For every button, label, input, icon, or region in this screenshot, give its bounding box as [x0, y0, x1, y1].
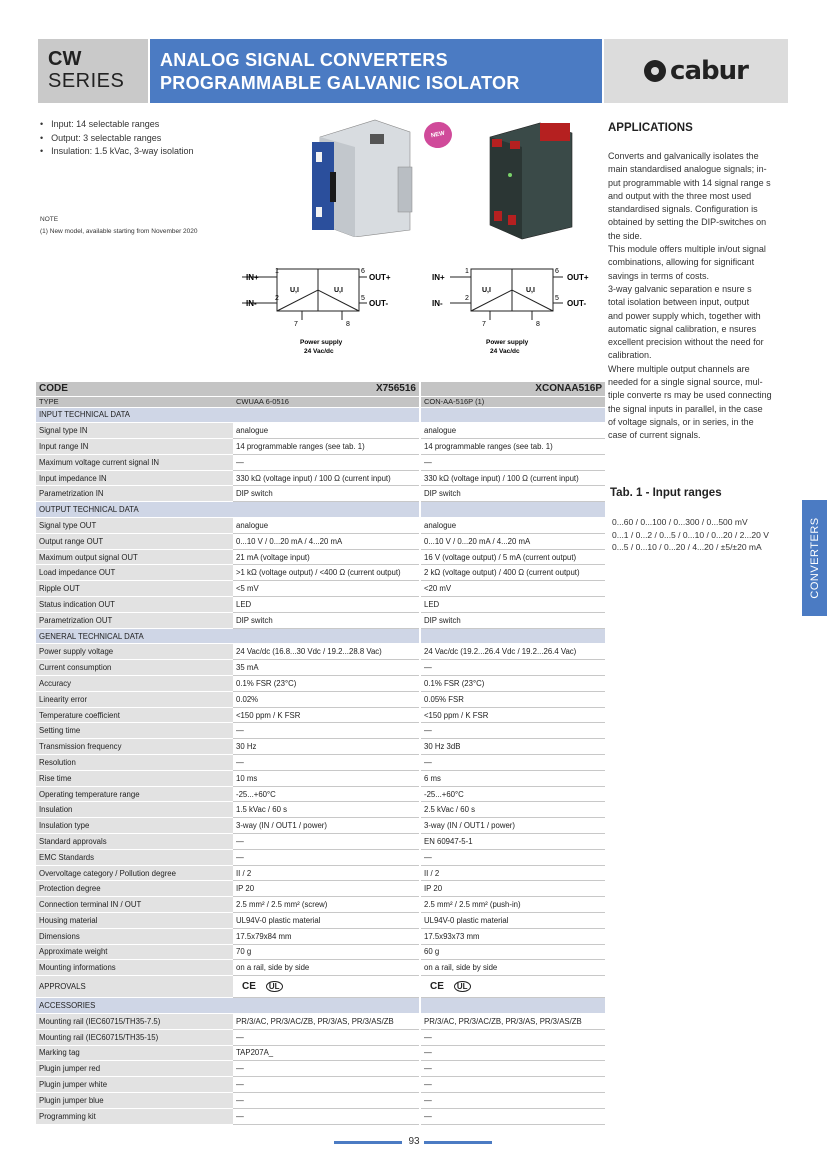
value-cwuaa: -25...+60°C — [233, 786, 420, 802]
table-header-type — [36, 396, 605, 407]
table-row — [36, 913, 605, 929]
table-row — [36, 897, 605, 913]
input-ranges-list — [612, 516, 769, 554]
supply-line-1: Power supply — [300, 339, 343, 346]
type-1: CWUAA 6-0516 — [233, 396, 420, 407]
approval-marks — [420, 976, 605, 998]
value-con-aa: 0.05% FSR — [420, 691, 605, 707]
block-out-label: U,I — [334, 287, 343, 294]
row-label: Marking tag — [36, 1045, 233, 1061]
value-cwuaa: <150 ppm / K FSR — [233, 707, 420, 723]
row-label: Mounting rail (IEC60715/TH35-7.5) — [36, 1013, 233, 1029]
ce-mark-icon: CE — [242, 981, 256, 993]
value-con-aa: PR/3/AC, PR/3/AC/ZB, PR/3/AS, PR/3/AS/ZB — [420, 1013, 605, 1029]
in-plus-label: IN+ — [246, 273, 259, 282]
series-code: CW — [48, 48, 82, 70]
value-con-aa: — — [420, 1029, 605, 1045]
product-image-cwuaa — [300, 112, 420, 237]
value-con-aa: on a rail, side by side — [420, 960, 605, 976]
value-cwuaa: 3-way (IN / OUT1 / power) — [233, 818, 420, 834]
terminal-1: 1 — [465, 268, 469, 275]
value-cwuaa: 30 Hz — [233, 739, 420, 755]
value-cwuaa: LED — [233, 597, 420, 613]
brand-logo — [604, 39, 788, 103]
wiring-diagram-1 — [242, 262, 417, 362]
value-cwuaa: 0...10 V / 0...20 mA / 4...20 mA — [233, 533, 420, 549]
value-cwuaa: DIP switch — [233, 486, 420, 502]
input-range-line: 0...60 / 0...100 / 0...300 / 0...500 mV — [612, 517, 748, 527]
row-label: Approximate weight — [36, 944, 233, 960]
in-plus-label: IN+ — [432, 273, 445, 282]
value-con-aa: analogue — [420, 423, 605, 439]
section-label: OUTPUT TECHNICAL DATA — [36, 502, 233, 518]
value-cwuaa: 24 Vac/dc (16.8...30 Vdc / 19.2...28.8 Vac) — [233, 644, 420, 660]
row-label: Current consumption — [36, 660, 233, 676]
series-label: SERIES — [48, 70, 125, 92]
table-row — [36, 881, 605, 897]
feature-list — [40, 118, 194, 159]
row-label: Load impedance OUT — [36, 565, 233, 581]
row-label: Standard approvals — [36, 834, 233, 850]
terminal-2: 2 — [275, 295, 279, 302]
applications-line: put programmable with 14 signal range s — [608, 177, 771, 188]
value-con-aa: II / 2 — [420, 865, 605, 881]
table-row — [36, 439, 605, 455]
out-minus-label: OUT- — [567, 299, 587, 308]
row-label: Plugin jumper blue — [36, 1092, 233, 1108]
row-label: EMC Standards — [36, 849, 233, 865]
input-ranges-title: Tab. 1 - Input ranges — [610, 487, 722, 499]
title-line-1: ANALOG SIGNAL CONVERTERS — [160, 50, 448, 70]
spec-table — [36, 382, 605, 1125]
terminal-1: 1 — [275, 268, 279, 275]
value-con-aa: EN 60947-5-1 — [420, 834, 605, 850]
value-cwuaa: IP 20 — [233, 881, 420, 897]
value-con-aa: 0.1% FSR (23°C) — [420, 676, 605, 692]
value-con-aa: — — [420, 1077, 605, 1093]
input-range-line: 0...1 / 0...2 / 0...5 / 0...10 / 0...20 / 2...20 V — [612, 529, 769, 540]
row-label: Output range OUT — [36, 533, 233, 549]
value-cwuaa: 2.5 mm² / 2.5 mm² (screw) — [233, 897, 420, 913]
section-filler — [420, 628, 605, 644]
row-label: Linearity error — [36, 691, 233, 707]
section-label: GENERAL TECHNICAL DATA — [36, 628, 233, 644]
applications-line: tiple converte rs may be used connecting — [608, 390, 772, 401]
value-con-aa: — — [420, 1045, 605, 1061]
row-label: Input range IN — [36, 439, 233, 455]
terminal-5: 5 — [555, 295, 559, 302]
row-label: Protection degree — [36, 881, 233, 897]
table-row — [36, 1013, 605, 1029]
value-con-aa: 16 V (voltage output) / 5 mA (current output) — [420, 549, 605, 565]
value-con-aa: DIP switch — [420, 612, 605, 628]
side-tab-label: CONVERTERS — [808, 517, 821, 599]
section-filler — [420, 407, 605, 423]
table-row — [36, 865, 605, 881]
value-cwuaa: 70 g — [233, 944, 420, 960]
value-con-aa: — — [420, 1092, 605, 1108]
table-row — [36, 928, 605, 944]
ce-mark-icon: CE — [430, 981, 444, 993]
value-cwuaa: — — [233, 1077, 420, 1093]
value-cwuaa: 17.5x79x84 mm — [233, 928, 420, 944]
out-plus-label: OUT+ — [567, 273, 589, 282]
terminal-7: 7 — [294, 321, 298, 328]
row-label: Ripple OUT — [36, 581, 233, 597]
table-row — [36, 1045, 605, 1061]
row-label: APPROVALS — [36, 976, 233, 998]
value-cwuaa: <5 mV — [233, 581, 420, 597]
value-cwuaa: 35 mA — [233, 660, 420, 676]
code-1: X756516 — [233, 382, 420, 396]
table-row — [36, 549, 605, 565]
value-cwuaa: analogue — [233, 423, 420, 439]
table-row — [36, 644, 605, 660]
row-label: Input impedance IN — [36, 470, 233, 486]
code-2: XCONAA516P — [420, 382, 605, 396]
section-row — [36, 628, 605, 644]
value-cwuaa: 14 programmable ranges (see tab. 1) — [233, 439, 420, 455]
value-cwuaa: 10 ms — [233, 770, 420, 786]
product-image-con-aa — [480, 115, 580, 240]
value-con-aa: — — [420, 454, 605, 470]
table-row — [36, 849, 605, 865]
applications-line: case of current signals. — [608, 430, 701, 441]
row-label: Insulation — [36, 802, 233, 818]
terminal-6: 6 — [361, 268, 365, 275]
applications-text — [608, 150, 788, 443]
value-cwuaa: 330 kΩ (voltage input) / 100 Ω (current input) — [233, 470, 420, 486]
value-con-aa: 24 Vac/dc (19.2...26.4 Vdc / 19.2...26.4 Vac) — [420, 644, 605, 660]
approval-marks — [233, 976, 420, 998]
block-in-label: U,I — [290, 287, 299, 294]
value-con-aa: 2 kΩ (voltage output) / 400 Ω (current output) — [420, 565, 605, 581]
applications-line: the signal inputs in parallel, in the case — [608, 403, 763, 414]
value-cwuaa: — — [233, 723, 420, 739]
value-con-aa: analogue — [420, 518, 605, 534]
value-cwuaa: — — [233, 1092, 420, 1108]
footer-rule-right — [424, 1141, 492, 1144]
table-row — [36, 518, 605, 534]
value-con-aa: <150 ppm / K FSR — [420, 707, 605, 723]
terminal-7: 7 — [482, 321, 486, 328]
wiring-diagram-2 — [428, 262, 603, 362]
applications-line: Converts and galvanically isolates the — [608, 151, 759, 161]
row-label: Programming kit — [36, 1108, 233, 1124]
value-cwuaa: analogue — [233, 518, 420, 534]
page-number: 93 — [408, 1136, 420, 1147]
row-label: Parametrization OUT — [36, 612, 233, 628]
value-con-aa: IP 20 — [420, 881, 605, 897]
terminal-2: 2 — [465, 295, 469, 302]
row-label: Mounting informations — [36, 960, 233, 976]
in-minus-label: IN- — [432, 299, 443, 308]
row-label: Insulation type — [36, 818, 233, 834]
supply-line-2: 24 Vac/dc — [490, 348, 520, 355]
value-cwuaa: 21 mA (voltage input) — [233, 549, 420, 565]
value-cwuaa: — — [233, 1108, 420, 1124]
applications-line: main standardised analogue signals; in- — [608, 164, 767, 175]
table-row — [36, 739, 605, 755]
value-con-aa: — — [420, 660, 605, 676]
terminal-8: 8 — [536, 321, 540, 328]
row-label: Housing material — [36, 913, 233, 929]
applications-line: Where multiple output channels are — [608, 363, 750, 374]
applications-line: obtained by setting the DIP-switches on — [608, 217, 767, 228]
value-cwuaa: — — [233, 849, 420, 865]
value-cwuaa: 1.5 kVac / 60 s — [233, 802, 420, 818]
table-row — [36, 786, 605, 802]
value-con-aa: 6 ms — [420, 770, 605, 786]
row-label: Temperature coefficient — [36, 707, 233, 723]
table-row — [36, 944, 605, 960]
ul-mark-icon: UL — [266, 981, 283, 992]
applications-line: excellent precision without the need for — [608, 337, 764, 348]
table-row — [36, 1092, 605, 1108]
applications-title: APPLICATIONS — [608, 122, 693, 134]
table-row — [36, 470, 605, 486]
table-row — [36, 960, 605, 976]
table-row — [36, 818, 605, 834]
value-con-aa: 3-way (IN / OUT1 / power) — [420, 818, 605, 834]
type-2: CON-AA-516P (1) — [420, 396, 605, 407]
note-text: (1) New model, available starting from November 2020 — [40, 228, 198, 235]
table-row — [36, 660, 605, 676]
section-filler — [420, 502, 605, 518]
code-label: CODE — [36, 382, 233, 396]
row-label: Overvoltage category / Pollution degree — [36, 865, 233, 881]
section-filler — [420, 998, 605, 1014]
applications-line: and power supply which, together with — [608, 310, 761, 321]
terminal-8: 8 — [346, 321, 350, 328]
table-row — [36, 612, 605, 628]
applications-line: automatic signal calibration, e nsures — [608, 323, 757, 334]
approvals-row — [36, 976, 605, 998]
applications-line: of voltage signals, or in series, in the — [608, 416, 754, 427]
out-minus-label: OUT- — [369, 299, 389, 308]
logo-mark-icon — [644, 60, 666, 82]
value-con-aa: -25...+60°C — [420, 786, 605, 802]
row-label: Mounting rail (IEC60715/TH35-15) — [36, 1029, 233, 1045]
table-row — [36, 581, 605, 597]
table-row — [36, 691, 605, 707]
row-label: Rise time — [36, 770, 233, 786]
value-cwuaa: on a rail, side by side — [233, 960, 420, 976]
row-label: Operating temperature range — [36, 786, 233, 802]
section-row — [36, 502, 605, 518]
title-line-2: PROGRAMMABLE GALVANIC ISOLATOR — [160, 73, 520, 93]
row-label: Plugin jumper red — [36, 1061, 233, 1077]
section-filler — [233, 502, 420, 518]
value-con-aa: DIP switch — [420, 486, 605, 502]
terminal-5: 5 — [361, 295, 365, 302]
table-row — [36, 707, 605, 723]
value-con-aa: 14 programmable ranges (see tab. 1) — [420, 439, 605, 455]
value-con-aa: — — [420, 755, 605, 771]
title-box — [150, 39, 602, 103]
table-row — [36, 755, 605, 771]
row-label: Connection terminal IN / OUT — [36, 897, 233, 913]
table-row — [36, 423, 605, 439]
section-filler — [233, 407, 420, 423]
value-con-aa: 2.5 mm² / 2.5 mm² (push-in) — [420, 897, 605, 913]
value-con-aa: 2.5 kVac / 60 s — [420, 802, 605, 818]
applications-line: calibration. — [608, 350, 652, 361]
value-con-aa: <20 mV — [420, 581, 605, 597]
table-row — [36, 770, 605, 786]
value-cwuaa: 0.02% — [233, 691, 420, 707]
value-con-aa: — — [420, 723, 605, 739]
value-cwuaa: DIP switch — [233, 612, 420, 628]
value-con-aa: — — [420, 1108, 605, 1124]
series-box — [38, 39, 148, 103]
terminal-6: 6 — [555, 268, 559, 275]
value-con-aa: — — [420, 1061, 605, 1077]
row-label: Power supply voltage — [36, 644, 233, 660]
feature-item: • Insulation: 1.5 kVac, 3-way isolation — [40, 145, 194, 159]
row-label: Accuracy — [36, 676, 233, 692]
applications-line: the side. — [608, 230, 643, 241]
table-row — [36, 802, 605, 818]
in-minus-label: IN- — [246, 299, 257, 308]
ul-mark-icon: UL — [454, 981, 471, 992]
table-row — [36, 597, 605, 613]
applications-line: and output with the three most used — [608, 190, 752, 201]
value-cwuaa: — — [233, 1061, 420, 1077]
value-con-aa: 17.5x93x73 mm — [420, 928, 605, 944]
table-row — [36, 486, 605, 502]
section-row — [36, 407, 605, 423]
value-cwuaa: — — [233, 454, 420, 470]
supply-line-2: 24 Vac/dc — [304, 348, 334, 355]
side-tab-converters[interactable] — [802, 500, 827, 616]
applications-line: needed for a single signal source, mul- — [608, 377, 763, 388]
feature-item: • Input: 14 selectable ranges — [40, 118, 194, 132]
note-title: NOTE — [40, 216, 59, 223]
type-label: TYPE — [36, 396, 233, 407]
value-cwuaa: PR/3/AC, PR/3/AC/ZB, PR/3/AS, PR/3/AS/ZB — [233, 1013, 420, 1029]
row-label: Dimensions — [36, 928, 233, 944]
value-cwuaa: TAP207A_ — [233, 1045, 420, 1061]
value-cwuaa: — — [233, 755, 420, 771]
new-badge: NEW — [422, 119, 455, 150]
applications-line: savings in terms of costs. — [608, 270, 710, 281]
value-con-aa: LED — [420, 597, 605, 613]
footer-rule-left — [334, 1141, 402, 1144]
block-in-label: U,I — [482, 287, 491, 294]
row-label: Status indication OUT — [36, 597, 233, 613]
row-label: Transmission frequency — [36, 739, 233, 755]
brand-name: cabur — [670, 56, 748, 86]
table-row — [36, 1061, 605, 1077]
value-cwuaa: — — [233, 834, 420, 850]
input-range-line: 0...5 / 0...10 / 0...20 / 4...20 / ±5/±20 mA — [612, 542, 762, 552]
supply-line-1: Power supply — [486, 339, 529, 346]
applications-line: total isolation between input, output — [608, 297, 750, 308]
table-row — [36, 454, 605, 470]
value-cwuaa: — — [233, 1029, 420, 1045]
table-header-code — [36, 382, 605, 396]
applications-line: 3-way galvanic separation e nsure s — [608, 283, 752, 294]
out-plus-label: OUT+ — [369, 273, 391, 282]
table-row — [36, 533, 605, 549]
feature-item: • Output: 3 selectable ranges — [40, 132, 194, 146]
value-con-aa: UL94V-0 plastic material — [420, 913, 605, 929]
value-cwuaa: UL94V-0 plastic material — [233, 913, 420, 929]
section-row — [36, 998, 605, 1014]
row-label: Maximum output signal OUT — [36, 549, 233, 565]
block-out-label: U,I — [526, 287, 535, 294]
section-filler — [233, 998, 420, 1014]
row-label: Maximum voltage current signal IN — [36, 454, 233, 470]
table-row — [36, 1029, 605, 1045]
section-label: INPUT TECHNICAL DATA — [36, 407, 233, 423]
section-filler — [233, 628, 420, 644]
value-con-aa: 60 g — [420, 944, 605, 960]
value-con-aa: — — [420, 849, 605, 865]
table-row — [36, 565, 605, 581]
value-con-aa: 0...10 V / 0...20 mA / 4...20 mA — [420, 533, 605, 549]
table-row — [36, 723, 605, 739]
applications-line: This module offers multiple in/out signal — [608, 244, 766, 255]
table-row — [36, 1077, 605, 1093]
table-row — [36, 834, 605, 850]
value-cwuaa: II / 2 — [233, 865, 420, 881]
row-label: Parametrization IN — [36, 486, 233, 502]
row-label: Signal type OUT — [36, 518, 233, 534]
applications-line: combinations, allowing for significant — [608, 257, 755, 268]
row-label: Resolution — [36, 755, 233, 771]
table-row — [36, 676, 605, 692]
table-row — [36, 1108, 605, 1124]
row-label: Plugin jumper white — [36, 1077, 233, 1093]
value-con-aa: 30 Hz 3dB — [420, 739, 605, 755]
value-cwuaa: 0.1% FSR (23°C) — [233, 676, 420, 692]
row-label: Signal type IN — [36, 423, 233, 439]
value-con-aa: 330 kΩ (voltage input) / 100 Ω (current input) — [420, 470, 605, 486]
applications-line: standardised signals. Configuration is — [608, 204, 758, 215]
value-cwuaa: >1 kΩ (voltage output) / <400 Ω (current output) — [233, 565, 420, 581]
section-label: ACCESSORIES — [36, 998, 233, 1014]
row-label: Setting time — [36, 723, 233, 739]
